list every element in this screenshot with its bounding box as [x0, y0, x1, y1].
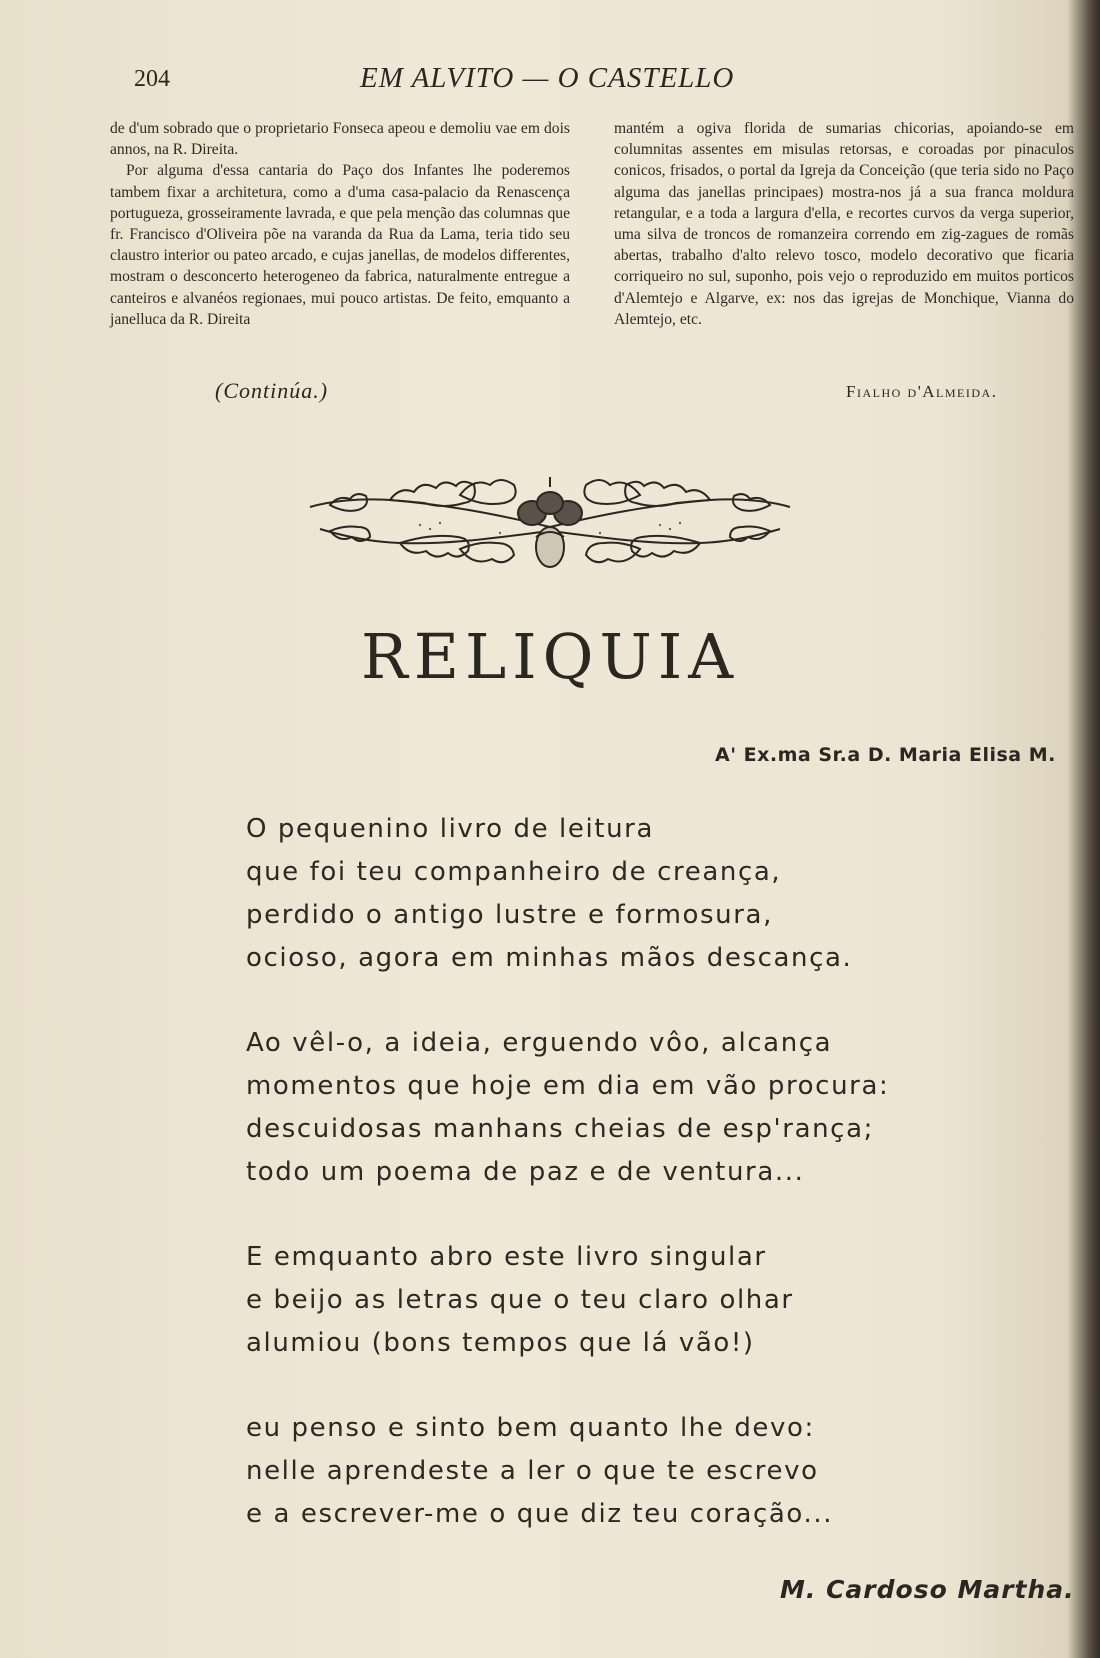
- poem-line: alumiou (bons tempos que lá vão!): [246, 1328, 755, 1358]
- poem-title: RELIQUIA: [361, 620, 739, 693]
- poem-author: M. Cardoso Martha.: [780, 1575, 1075, 1604]
- poem-line: eu penso e sinto bem quanto lhe devo:: [246, 1413, 815, 1443]
- poem-line: descuidosas manhans cheias de esp'rança;: [246, 1114, 874, 1144]
- poem-line: todo um poema de paz e de ventura...: [246, 1157, 805, 1187]
- poem-line: perdido o antigo lustre e formosura,: [246, 900, 773, 930]
- left-paragraph-1: de d'um sobrado que o proprietario Fonseca apeou e demoliu vae em dois annos, na R. Direita.: [110, 120, 570, 159]
- poem-body: [246, 808, 986, 1578]
- poem-line: momentos que hoje em dia em vão procura:: [246, 1071, 890, 1101]
- poem-line: ocioso, agora em minhas mãos descança.: [246, 943, 853, 973]
- stanza-4: [246, 1407, 986, 1536]
- poem-line: nelle aprendeste a ler o que te escrevo: [246, 1456, 819, 1486]
- left-column: [110, 118, 570, 330]
- page-number: 204: [134, 66, 170, 92]
- running-title: EM ALVITO — O CASTELLO: [360, 62, 735, 94]
- stanza-3: [246, 1236, 986, 1365]
- right-column: [614, 118, 1074, 330]
- poem-line: que foi teu companheiro de creança,: [246, 857, 782, 887]
- poem-line: e a escrever-me o que diz teu coração...: [246, 1499, 834, 1529]
- continua-note: (Continúa.): [215, 378, 329, 403]
- oak-leaf-acorn-ornament-icon: [300, 465, 800, 590]
- right-paragraph-1: mantém a ogiva florida de sumarias chicorias, apoiando-se em columnitas assentes em misulas retorsas, e coroadas por pinaculos conicos, frisados, o portal da Igreja da Conceição (que teria sido no Paço alguma das janellas principaes) mostra-nos já a sua franca moldura retangular, e a toda a largura d'ella, e recortes curvos da verga superior, uma silva de troncos de romanzeira correndo em zig-zagues de romãs abertas, trabalho d'alto relevo tosco, modelo decorativo que ficaria corriqueiro no sul, suponho, pois vejo o reproduzido em muitos porticos d'Alemtejo e Algarve, ex: nos das igrejas de Monchique, Vianna do Alemtejo, etc.: [614, 120, 1074, 328]
- page-header: [0, 62, 1100, 102]
- poem-line: E emquanto abro este livro singular: [246, 1242, 767, 1272]
- poem-line: Ao vêl-o, a ideia, erguendo vôo, alcança: [246, 1028, 833, 1058]
- article-signature: Fialho d'Almeida.: [846, 382, 998, 401]
- poem-line: O pequenino livro de leitura: [246, 814, 654, 844]
- stanza-1: [246, 808, 986, 980]
- stanza-2: [246, 1022, 986, 1194]
- poem-dedication: A' Ex.ma Sr.a D. Maria Elisa M.: [715, 744, 1056, 766]
- left-paragraph-2: Por alguma d'essa cantaria do Paço dos Infantes lhe poderemos tambem fixar a architetura, como a d'uma casa-palacio da Renascença portugueza, grosseiramente lavrada, e que pela menção das columnas que fr. Francisco d'Oliveira põe na varanda da Rua da Lama, teria tido seu claustro interior ou pateo arcado, e cujas janellas, de modelos differentes, mostram o desconcerto heterogeneo da fabrica, naturalmente entregue a canteiros e alvanéos regionaes, mui pouco artistas. De feito, emquanto a janelluca da R. Direita: [110, 162, 570, 328]
- poem-line: e beijo as letras que o teu claro olhar: [246, 1285, 794, 1315]
